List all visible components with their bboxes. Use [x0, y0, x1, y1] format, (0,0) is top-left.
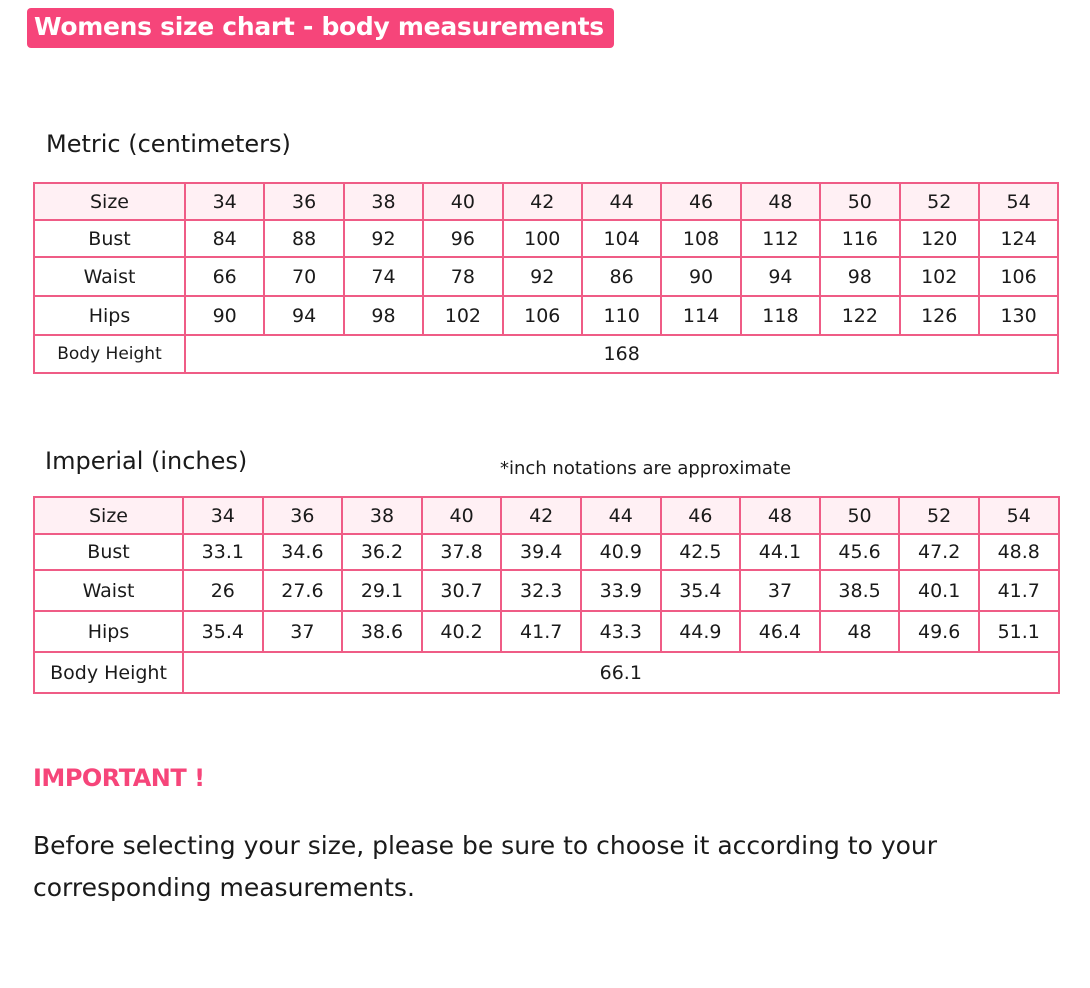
waist-value: 38.5: [820, 570, 900, 611]
body-height-value: 66.1: [183, 652, 1059, 693]
size-label: Size: [34, 183, 185, 220]
size-value: 34: [185, 183, 264, 220]
hips-value: 114: [661, 296, 740, 335]
waist-value: 40.1: [899, 570, 979, 611]
size-value: 36: [263, 497, 343, 534]
waist-value: 98: [820, 257, 899, 296]
size-value: 42: [503, 183, 582, 220]
bust-value: 112: [741, 220, 820, 257]
metric-size-table: [33, 182, 1059, 374]
size-value: 50: [820, 183, 899, 220]
imperial-size-table: [33, 496, 1060, 694]
waist-value: 41.7: [979, 570, 1059, 611]
bust-value: 33.1: [183, 534, 263, 570]
size-row: [34, 497, 1059, 534]
waist-label: Waist: [34, 257, 185, 296]
bust-label: Bust: [34, 220, 185, 257]
waist-value: 35.4: [661, 570, 741, 611]
size-value: 46: [661, 183, 740, 220]
bust-value: 84: [185, 220, 264, 257]
waist-value: 30.7: [422, 570, 502, 611]
size-value: 52: [899, 497, 979, 534]
body-height-row: [34, 335, 1058, 373]
size-row: [34, 183, 1058, 220]
metric-section-title: Metric (centimeters): [46, 130, 291, 158]
bust-value: 37.8: [422, 534, 502, 570]
hips-value: 106: [503, 296, 582, 335]
size-value: 44: [582, 183, 661, 220]
hips-value: 38.6: [342, 611, 422, 652]
waist-value: 90: [661, 257, 740, 296]
size-value: 46: [661, 497, 741, 534]
body-height-value: 168: [185, 335, 1058, 373]
page-title: Womens size chart - body measurements: [34, 12, 604, 41]
bust-value: 44.1: [740, 534, 820, 570]
waist-value: 27.6: [263, 570, 343, 611]
hips-value: 43.3: [581, 611, 661, 652]
hips-value: 102: [423, 296, 502, 335]
bust-value: 104: [582, 220, 661, 257]
waist-value: 102: [900, 257, 979, 296]
hips-value: 40.2: [422, 611, 502, 652]
hips-value: 35.4: [183, 611, 263, 652]
hips-value: 49.6: [899, 611, 979, 652]
waist-value: 29.1: [342, 570, 422, 611]
waist-value: 26: [183, 570, 263, 611]
hips-label: Hips: [34, 611, 183, 652]
bust-value: 108: [661, 220, 740, 257]
hips-value: 110: [582, 296, 661, 335]
size-value: 36: [264, 183, 343, 220]
important-heading: IMPORTANT !: [33, 764, 205, 792]
hips-value: 37: [263, 611, 343, 652]
bust-value: 34.6: [263, 534, 343, 570]
bust-value: 45.6: [820, 534, 900, 570]
body-height-label: Body Height: [34, 652, 183, 693]
hips-value: 118: [741, 296, 820, 335]
bust-label: Bust: [34, 534, 183, 570]
waist-value: 32.3: [501, 570, 581, 611]
bust-value: 39.4: [501, 534, 581, 570]
hips-value: 44.9: [661, 611, 741, 652]
bust-value: 47.2: [899, 534, 979, 570]
waist-value: 70: [264, 257, 343, 296]
hips-value: 126: [900, 296, 979, 335]
bust-value: 36.2: [342, 534, 422, 570]
waist-value: 66: [185, 257, 264, 296]
hips-row: [34, 296, 1058, 335]
size-value: 44: [581, 497, 661, 534]
bust-value: 124: [979, 220, 1058, 257]
body-height-label: Body Height: [34, 335, 185, 373]
bust-value: 42.5: [661, 534, 741, 570]
hips-label: Hips: [34, 296, 185, 335]
hips-value: 98: [344, 296, 423, 335]
waist-row: [34, 570, 1059, 611]
waist-value: 86: [582, 257, 661, 296]
page-title-badge: [27, 8, 614, 48]
waist-value: 74: [344, 257, 423, 296]
body-height-row: [34, 652, 1059, 693]
hips-value: 41.7: [501, 611, 581, 652]
bust-value: 116: [820, 220, 899, 257]
important-text: Before selecting your size, please be sure to choose it according to your corresponding measurements.: [33, 831, 938, 902]
size-value: 34: [183, 497, 263, 534]
bust-value: 96: [423, 220, 502, 257]
hips-value: 51.1: [979, 611, 1059, 652]
waist-value: 94: [741, 257, 820, 296]
waist-value: 78: [423, 257, 502, 296]
bust-value: 88: [264, 220, 343, 257]
hips-value: 48: [820, 611, 900, 652]
waist-value: 37: [740, 570, 820, 611]
size-value: 40: [422, 497, 502, 534]
hips-value: 46.4: [740, 611, 820, 652]
size-value: 38: [344, 183, 423, 220]
imperial-note: *inch notations are approximate: [500, 458, 792, 479]
waist-value: 92: [503, 257, 582, 296]
size-value: 48: [740, 497, 820, 534]
size-value: 40: [423, 183, 502, 220]
size-value: 38: [342, 497, 422, 534]
bust-row: [34, 534, 1059, 570]
hips-value: 90: [185, 296, 264, 335]
waist-value: 106: [979, 257, 1058, 296]
waist-row: [34, 257, 1058, 296]
bust-value: 120: [900, 220, 979, 257]
waist-value: 33.9: [581, 570, 661, 611]
size-value: 52: [900, 183, 979, 220]
size-value: 54: [979, 497, 1059, 534]
bust-value: 100: [503, 220, 582, 257]
hips-value: 94: [264, 296, 343, 335]
hips-row: [34, 611, 1059, 652]
size-value: 54: [979, 183, 1058, 220]
bust-value: 48.8: [979, 534, 1059, 570]
size-label: Size: [34, 497, 183, 534]
imperial-section-title: Imperial (inches): [45, 447, 248, 475]
bust-value: 40.9: [581, 534, 661, 570]
size-value: 50: [820, 497, 900, 534]
waist-label: Waist: [34, 570, 183, 611]
size-value: 42: [501, 497, 581, 534]
hips-value: 130: [979, 296, 1058, 335]
bust-row: [34, 220, 1058, 257]
bust-value: 92: [344, 220, 423, 257]
size-value: 48: [741, 183, 820, 220]
hips-value: 122: [820, 296, 899, 335]
